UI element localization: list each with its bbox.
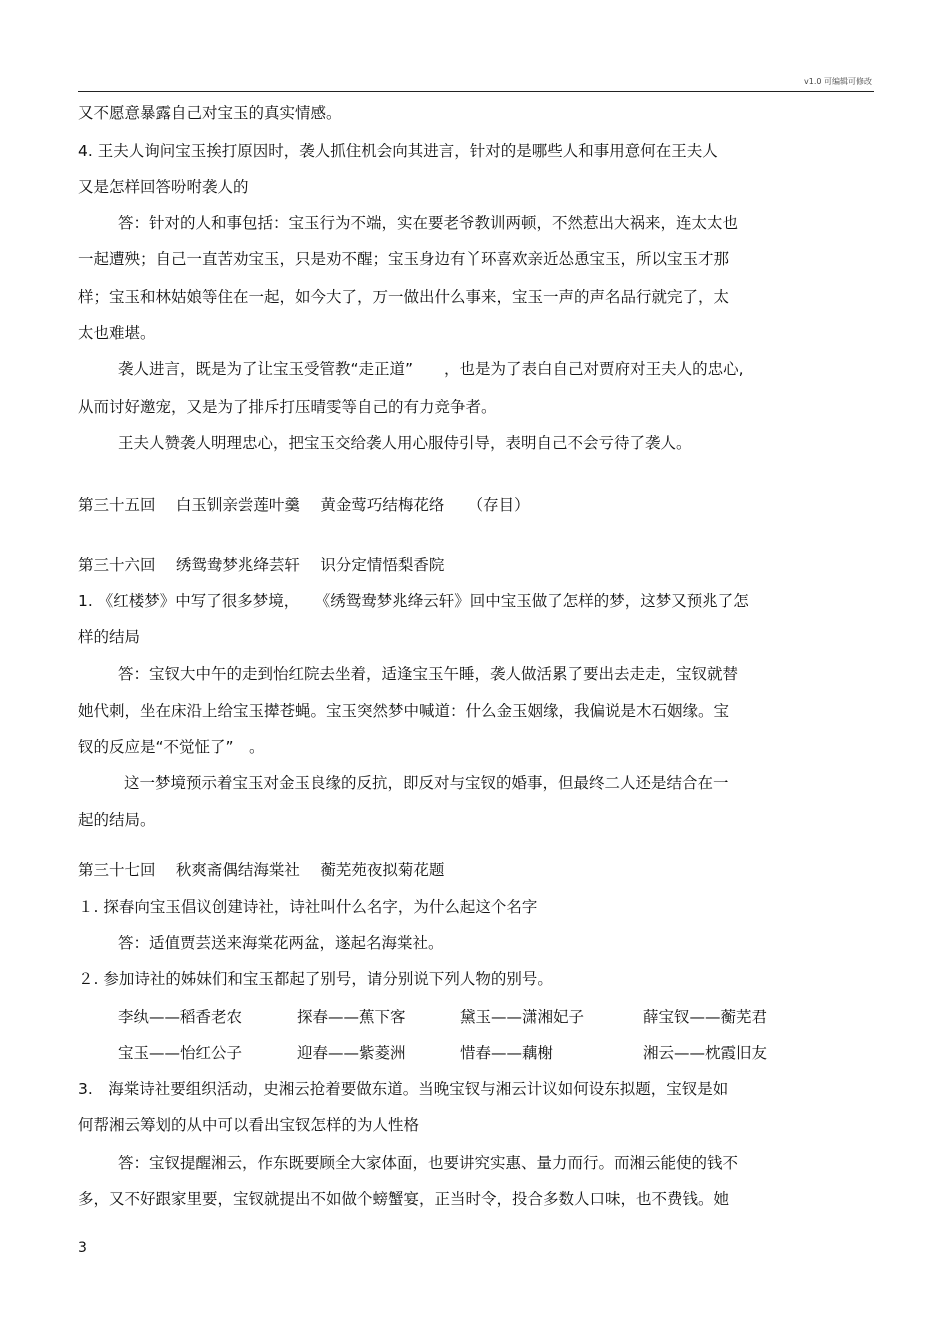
text-line: 她代刺，坐在床沿上给宝玉撵苍蝇。宝玉突然梦中喊道：什么金玉姻缘，我偏说是木石姻缘。宝: [78, 702, 730, 720]
nickname-entry: 迎春——紫菱洲: [297, 1044, 406, 1062]
question-1: 1. 《红楼梦》中写了很多梦境， 《绣鸳鸯梦兆绛云轩》回中宝玉做了怎样的梦，这梦又预兆了怎: [78, 592, 749, 610]
nickname-entry: 探春——蕉下客: [297, 1008, 406, 1026]
text-line: 样；宝玉和林姑娘等住在一起，如今大了，万一做出什么事来，宝玉一声的声名品行就完了，太: [78, 288, 730, 306]
answer-line: 答：宝钗提醒湘云，作东既要顾全大家体面，也要讲究实惠、量力而行。而湘云能使的钱不: [118, 1154, 739, 1172]
chapter-37-heading: 第三十七回 秋爽斋偶结海棠社 蘅芜苑夜拟菊花题: [78, 861, 445, 879]
text-line: 钗的反应是“不觉怔了” 。: [78, 738, 265, 756]
answer-line: 答：宝钗大中午的走到怡红院去坐着，适逢宝玉午睡，袭人做活累了要出去走走，宝钗就替: [118, 665, 739, 683]
header-rule: [78, 91, 874, 92]
answer-line: 答：适值贾芸送来海棠花两盆，遂起名海棠社。: [118, 934, 444, 952]
nickname-entry: 李纨——稻香老农: [118, 1008, 243, 1026]
page-number: 3: [78, 1240, 87, 1256]
answer-line: 答：针对的人和事包括：宝玉行为不端，实在要老爷教训两顿，不然惹出大祸来，连太太也: [118, 214, 739, 232]
text-line: 何帮湘云筹划的从中可以看出宝钗怎样的为人性格: [78, 1116, 420, 1134]
nickname-entry: 宝玉——怡红公子: [118, 1044, 243, 1062]
nickname-entry: 惜春——藕榭: [460, 1044, 554, 1062]
text-line: 样的结局: [78, 628, 141, 646]
chapter-35-heading: 第三十五回 白玉钏亲尝莲叶羹 黄金莺巧结梅花络 （存目）: [78, 496, 530, 514]
chapter-36-heading: 第三十六回 绣鸳鸯梦兆绛芸轩 识分定情悟梨香院: [78, 556, 445, 574]
header-version-tag: v1.0 可编辑可修改: [804, 77, 872, 86]
nickname-entry: 湘云——枕霞旧友: [643, 1044, 768, 1062]
text-line: 这一梦境预示着宝玉对金玉良缘的反抗，即反对与宝钗的婚事，但最终二人还是结合在一: [124, 774, 729, 792]
text-line: 袭人进言，既是为了让宝玉受管教“走正道” ，也是为了表白自己对贾府对王夫人的忠心,: [118, 360, 744, 378]
text-line: 王夫人赞袭人明理忠心，把宝玉交给袭人用心服侍引导，表明自己不会亏待了袭人。: [118, 434, 692, 452]
text-line: 又是怎样回答吩咐袭人的: [78, 178, 249, 196]
text-line: 从而讨好邀宠，又是为了排斥打压晴雯等自己的有力竞争者。: [78, 398, 497, 416]
nickname-entry: 黛玉——潇湘妃子: [460, 1008, 585, 1026]
question-2: ２. 参加诗社的姊妹们和宝玉都起了别号，请分别说下列人物的别号。: [78, 970, 553, 988]
text-line: 多，又不好跟家里要，宝钗就提出不如做个螃蟹宴，正当时令，投合多数人口味，也不费钱。她: [78, 1190, 730, 1208]
question-3: 3. 海棠诗社要组织活动，史湘云抢着要做东道。当晚宝钗与湘云计议如何设东拟题，宝钗是如: [78, 1080, 729, 1098]
question-1: １. 探春向宝玉倡议创建诗社，诗社叫什么名字，为什么起这个名字: [78, 898, 538, 916]
text-line: 又不愿意暴露自己对宝玉的真实情感。: [78, 104, 342, 122]
nickname-entry: 薛宝钗——蘅芜君: [643, 1008, 768, 1026]
text-line: 起的结局。: [78, 811, 156, 829]
text-line: 一起遭殃；自己一直苦劝宝玉，只是劝不醒；宝玉身边有丫环喜欢亲近怂恿宝玉，所以宝玉才那: [78, 250, 730, 268]
text-line: 太也难堪。: [78, 324, 156, 342]
question-4: 4. 王夫人询问宝玉挨打原因时，袭人抓住机会向其进言，针对的是哪些人和事用意何在王夫人: [78, 142, 718, 160]
